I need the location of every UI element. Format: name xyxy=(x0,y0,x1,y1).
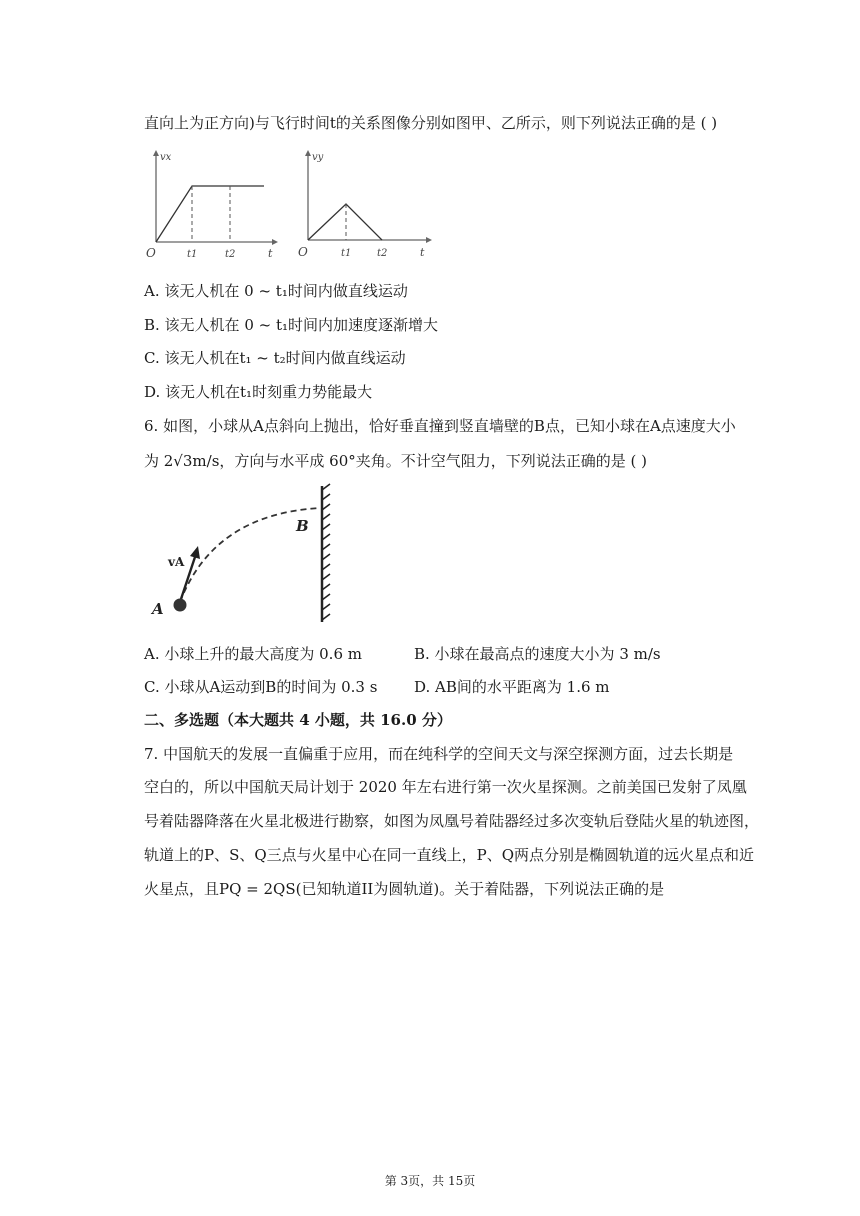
q7-line-1: 7. 中国航天的发展一直偏重于应用，而在纯科学的空间天文与深空探测方面，过去长期是 xyxy=(144,745,734,763)
x-axis-arrow-icon xyxy=(426,237,432,243)
vx-curve xyxy=(156,186,264,242)
q7-line-2: 空白的，所以中国航天局计划于 2020 年左右进行第一次火星探测。之前美国已发射了凤凰 xyxy=(144,778,747,796)
q6-stem-line-2: 为 2√3m/s，方向与水平成 60°夹角。不计空气阻力，下列说法正确的是 ( ) xyxy=(144,452,647,470)
vx-label: vx xyxy=(160,152,172,163)
t1-label: t1 xyxy=(187,249,198,260)
t1-label: t1 xyxy=(341,248,352,259)
q7-line-3: 号着陆器降落在火星北极进行勘察，如图为凤凰号着陆器经过多次变轨后登陆火星的轨迹图， xyxy=(144,812,760,830)
page-footer: 第 3页，共 15页 xyxy=(384,1174,476,1188)
q5-stem-line: 直向上为正方向)与飞行时间t的关系图像分别如图甲、乙所示，则下列说法正确的是 ( ) xyxy=(144,114,718,132)
vy-label: vy xyxy=(312,152,324,163)
t-label: t xyxy=(420,246,425,259)
label-b: B xyxy=(296,517,309,535)
q6-option-a: A. 小球上升的最大高度为 0.6 m xyxy=(144,645,362,663)
t2-label: t2 xyxy=(377,248,388,259)
q7-line-5: 火星点，且PQ = 2QS(已知轨道II为圆轨道)。关于着陆器，下列说法正确的是 xyxy=(144,880,665,898)
q6-stem-line-1: 6. 如图，小球从A点斜向上抛出，恰好垂直撞到竖直墙壁的B点，已知小球在A点速度大小 xyxy=(144,417,736,435)
q6-option-b: B. 小球在最高点的速度大小为 3 m/s xyxy=(414,645,661,663)
velocity-arrowhead-icon xyxy=(190,546,200,559)
q6-option-c: C. 小球从A运动到B的时间为 0.3 s xyxy=(144,678,378,696)
y-axis-arrow-icon xyxy=(305,150,311,156)
q5-option-d: D. 该无人机在t₁时刻重力势能最大 xyxy=(144,383,373,401)
q7-line-4: 轨道上的P、S、Q三点与火星中心在同一直线上，P、Q两点分别是椭圆轨道的远火星点和近 xyxy=(144,846,755,864)
projectile-figure xyxy=(144,484,334,626)
q5-option-b: B. 该无人机在 0 ~ t₁时间内加速度逐渐增大 xyxy=(144,316,439,334)
label-va: vA xyxy=(168,555,185,569)
origin-label: O xyxy=(146,246,156,260)
vy-curve xyxy=(308,204,382,240)
q5-option-c: C. 该无人机在t₁ ~ t₂时间内做直线运动 xyxy=(144,349,406,367)
graph-vy-t xyxy=(296,148,434,260)
q6-option-d: D. AB间的水平距离为 1.6 m xyxy=(414,678,610,696)
y-axis-arrow-icon xyxy=(153,150,159,156)
label-a: A xyxy=(152,600,164,618)
q5-option-a: A. 该无人机在 0 ~ t₁时间内做直线运动 xyxy=(144,282,408,300)
t-label: t xyxy=(268,247,273,260)
section-multi-choice-title: 二、多选题（本大题共 4 小题，共 16.0 分） xyxy=(144,711,452,729)
x-axis-arrow-icon xyxy=(272,239,278,245)
origin-label: O xyxy=(298,245,308,259)
wall-hatching xyxy=(322,484,330,622)
t2-label: t2 xyxy=(225,249,236,260)
ball xyxy=(174,599,187,612)
graph-vx-t xyxy=(144,148,279,260)
